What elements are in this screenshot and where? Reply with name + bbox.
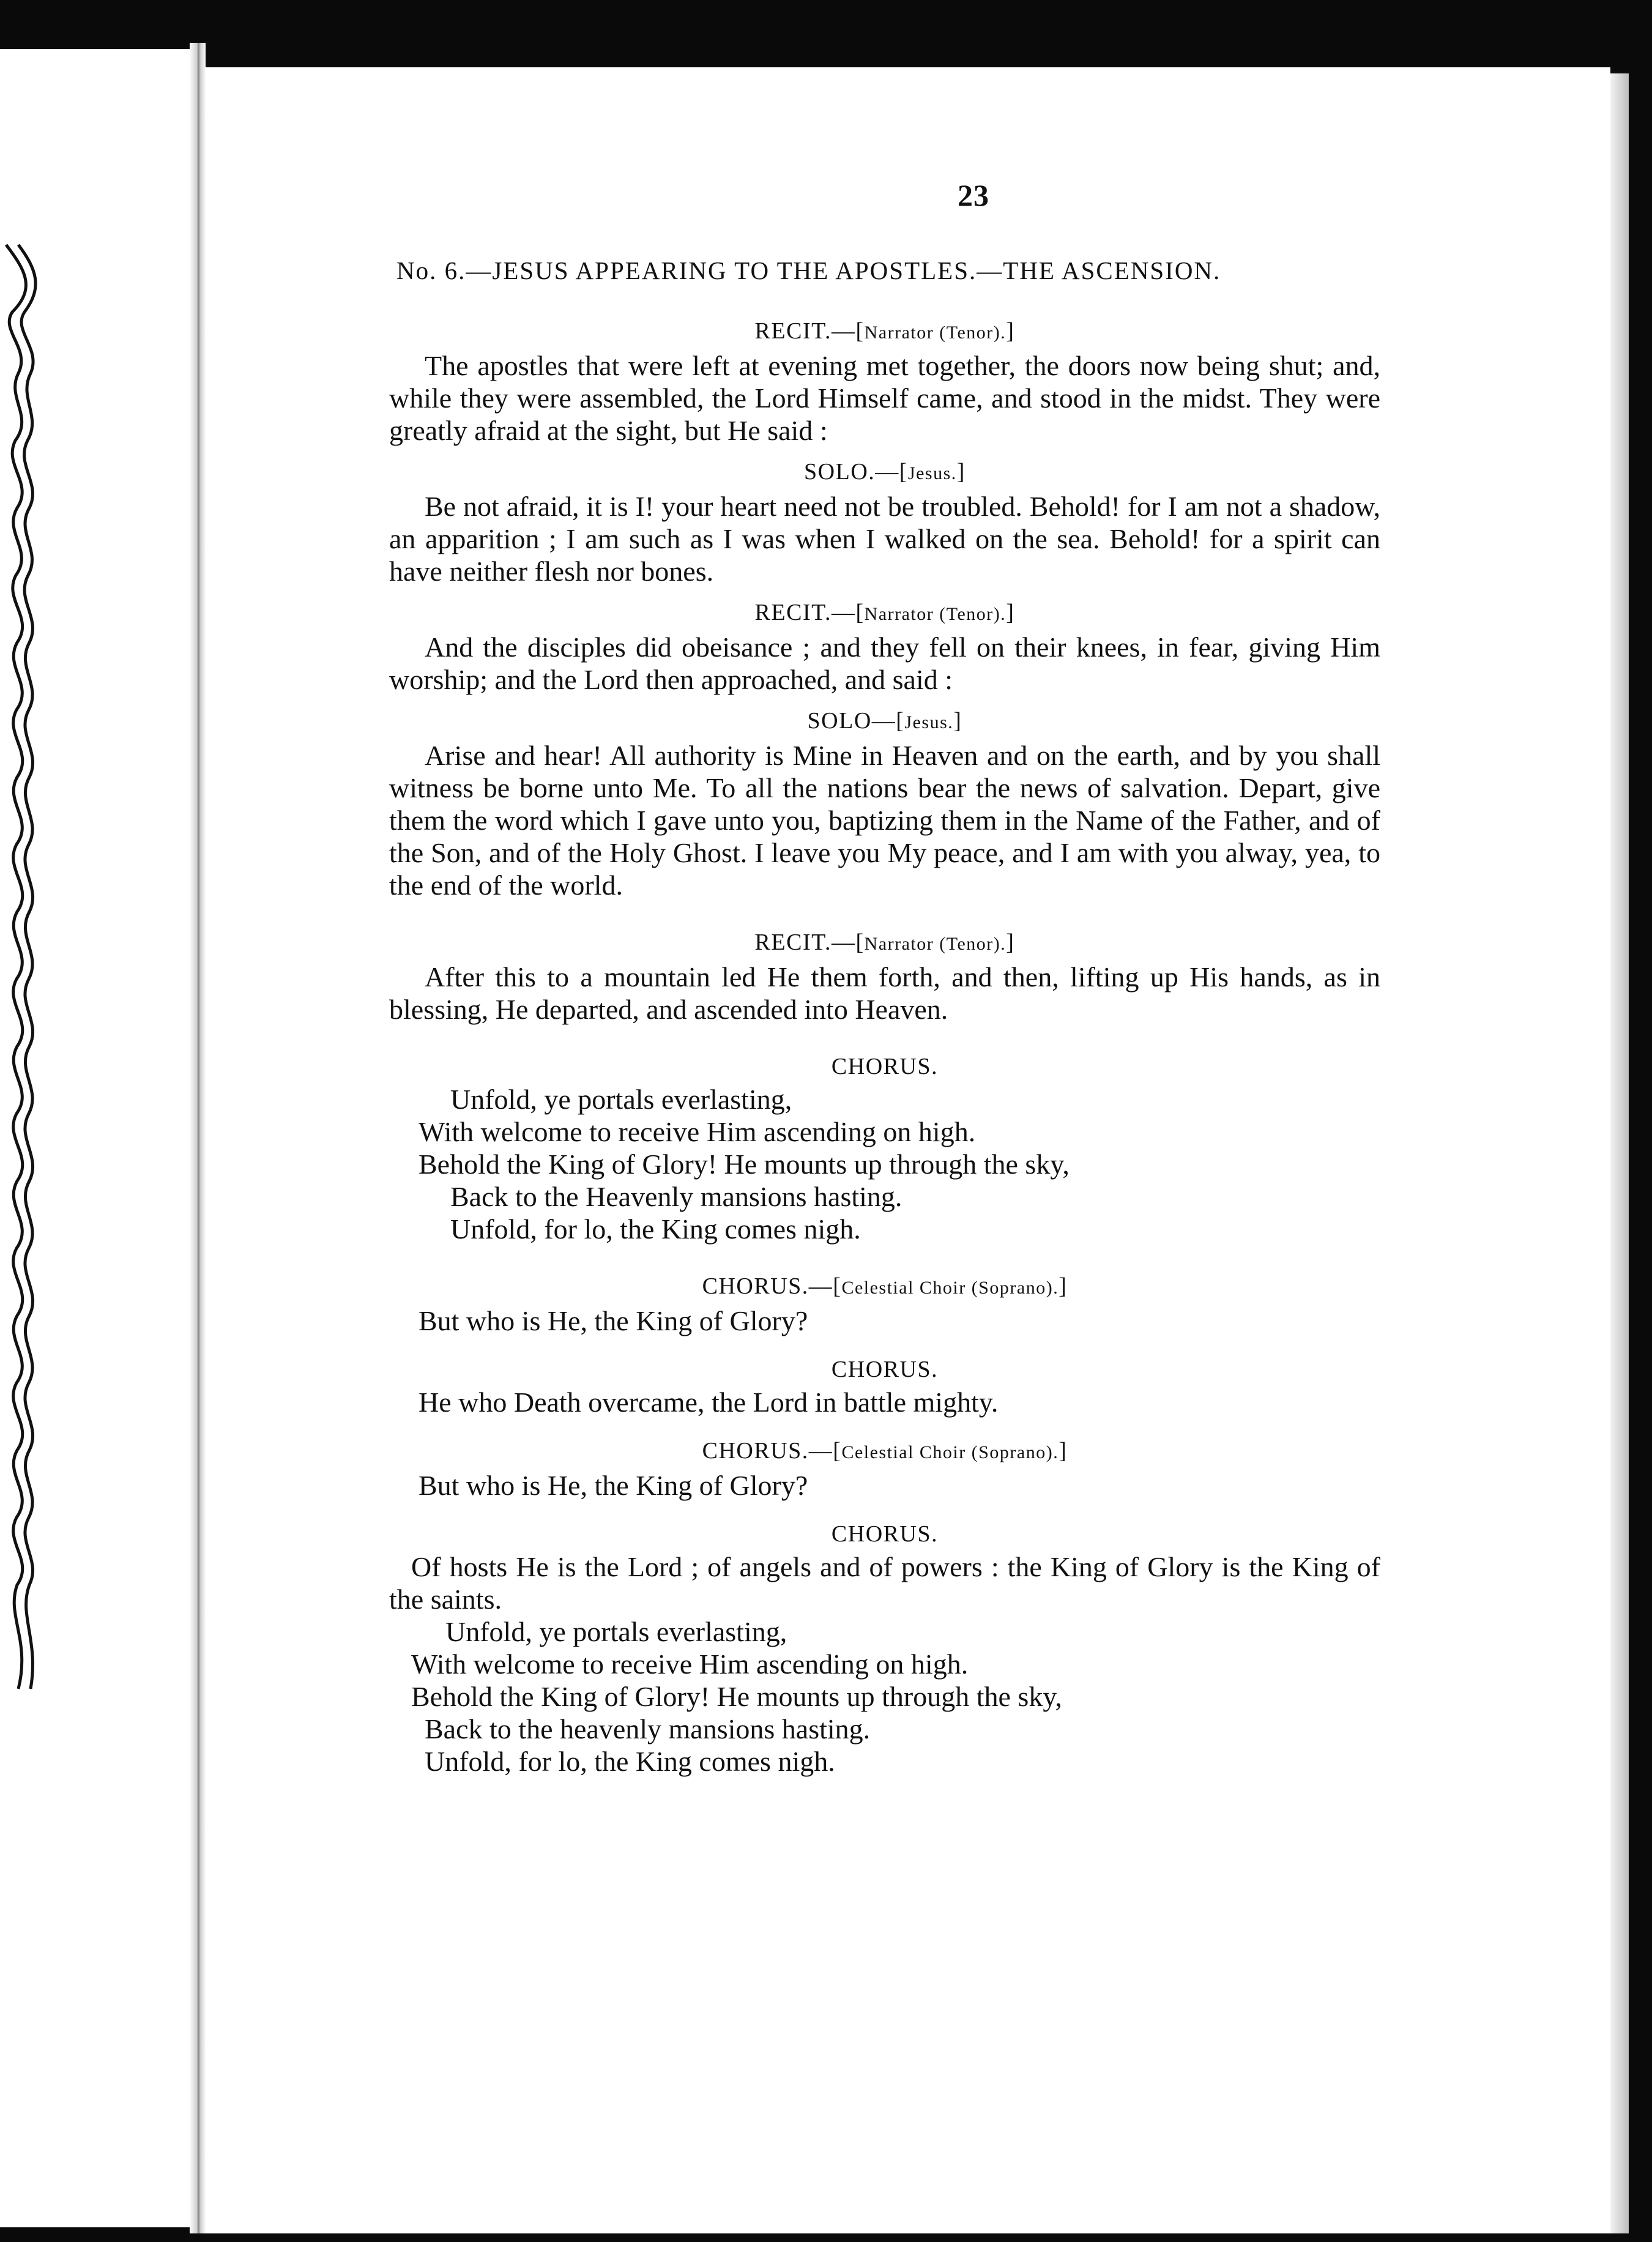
- chorus-heading: CHORUS.: [831, 1521, 939, 1547]
- chorus-heading: CHORUS.: [831, 1054, 939, 1079]
- page-content: [389, 177, 1380, 1778]
- chorus-heading: CHORUS.—[Celestial Choir (Soprano).]: [702, 1273, 1068, 1299]
- ornamental-border-decoration: [0, 233, 43, 1701]
- solo-text: Be not afraid, it is I! your heart need not be troubled. Behold! for I am not a shadow, an apparition ; I am such as I was when I walked on the sea. Behold! for a spirit can have neither flesh nor bones.: [389, 491, 1380, 587]
- chorus-verse: [389, 1083, 1380, 1245]
- chorus-verse: [389, 1615, 1380, 1778]
- chorus-heading: CHORUS.: [831, 1357, 939, 1382]
- recit-text: And the disciples did obeisance ; and they fell on their knees, in fear, giving Him worship; and the Lord then approached, and said :: [389, 631, 1380, 695]
- recit-text: After this to a mountain led He them forth, and then, lifting up His hands, as in blessing, He departed, and ascended into Heaven.: [389, 961, 1380, 1025]
- section-title: No. 6.—JESUS APPEARING TO THE APOSTLES.—THE ASCENSION.: [396, 256, 1221, 285]
- verse-line: Unfold, ye portals everlasting,: [445, 1616, 787, 1647]
- page-number: 23: [958, 178, 989, 212]
- verse-line: With welcome to receive Him ascending on high.: [419, 1116, 976, 1147]
- page-edge: [1610, 73, 1629, 2233]
- section-heading: RECIT.—[Narrator (Tenor).]: [754, 929, 1015, 955]
- verse-line: Behold the King of Glory! He mounts up through the sky,: [411, 1681, 1062, 1712]
- verse-line: With welcome to receive Him ascending on high.: [411, 1648, 969, 1680]
- section-heading: RECIT.—[Narrator (Tenor).]: [754, 318, 1015, 344]
- chorus-line: He who Death overcame, the Lord in battle mighty.: [419, 1387, 999, 1418]
- solo-text: Arise and hear! All authority is Mine in Heaven and on the earth, and by you shall witness be borne unto Me. To all the nations bear the news of salvation. Depart, give them the word which I gave unto you, baptizing them in the Name of the Father, and of the Son, and of the Holy Ghost. I leave you My peace, and I am with you alway, yea, to the end of the world.: [389, 740, 1380, 901]
- section-heading: RECIT.—[Narrator (Tenor).]: [754, 600, 1015, 625]
- verse-line: Back to the Heavenly mansions hasting.: [450, 1181, 902, 1212]
- verse-line: Unfold, for lo, the King comes nigh.: [450, 1213, 861, 1245]
- chorus-line: But who is He, the King of Glory?: [419, 1305, 808, 1336]
- chorus-text: Of hosts He is the Lord ; of angels and of powers : the King of Glory is the King of the saints.: [389, 1551, 1380, 1615]
- book-gutter: [190, 43, 206, 2233]
- verse-line: Unfold, for lo, the King comes nigh.: [425, 1746, 835, 1777]
- section-heading: SOLO.—[Jesus.]: [804, 459, 966, 485]
- recit-text: The apostles that were left at evening met together, the doors now being shut; and, while they were assembled, the Lord Himself came, and stood in the midst. They were greatly afraid at the sight, but He said :: [389, 350, 1380, 446]
- section-heading: SOLO—[Jesus.]: [807, 708, 962, 734]
- verse-line: Unfold, ye portals everlasting,: [450, 1084, 792, 1115]
- verse-line: Back to the heavenly mansions hasting.: [425, 1713, 871, 1745]
- chorus-line: But who is He, the King of Glory?: [419, 1470, 808, 1501]
- chorus-heading: CHORUS.—[Celestial Choir (Soprano).]: [702, 1438, 1068, 1464]
- verse-line: Behold the King of Glory! He mounts up through the sky,: [419, 1149, 1070, 1180]
